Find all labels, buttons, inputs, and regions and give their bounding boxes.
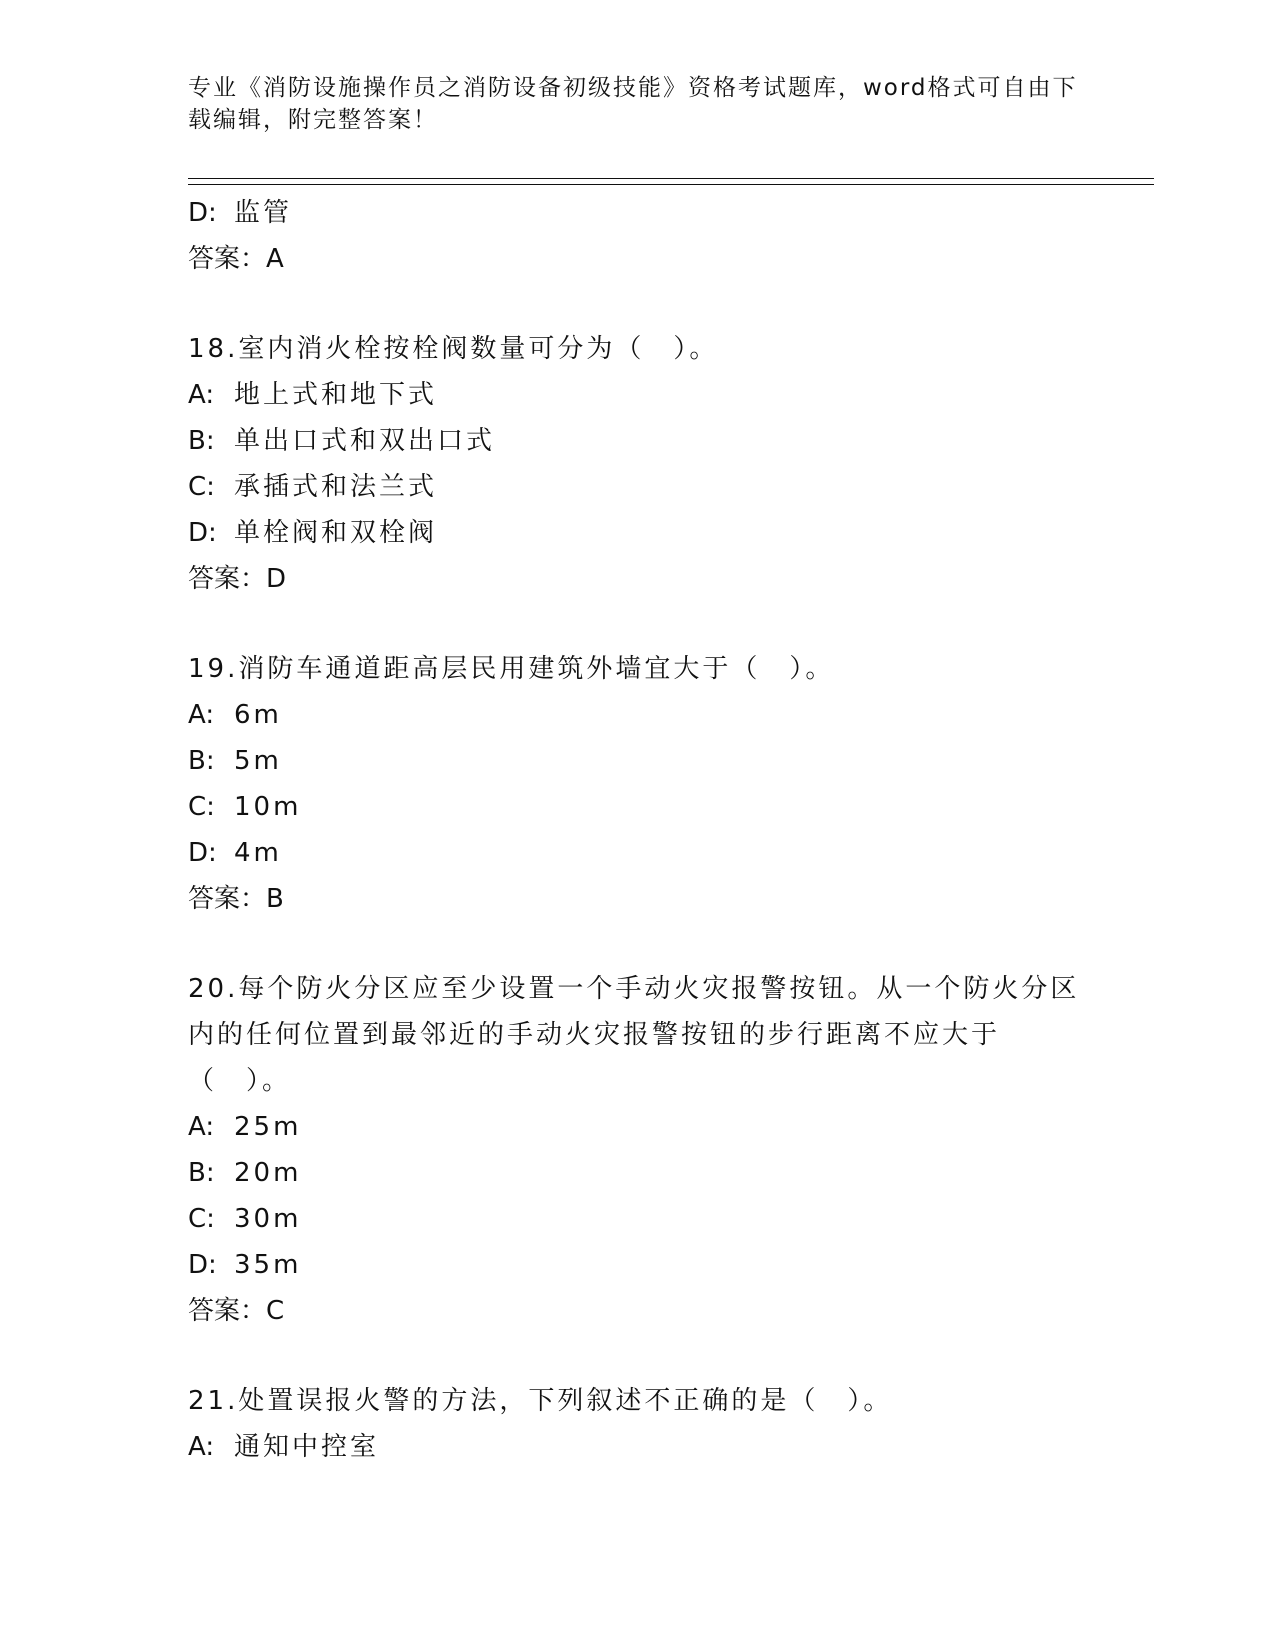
option-text: 5m [234, 746, 282, 776]
option-label: C: [188, 472, 215, 502]
option-c [188, 464, 1088, 510]
option-d [188, 190, 1088, 236]
option-label: D: [188, 1250, 217, 1280]
option-text: 单出口式和双出口式 [234, 426, 496, 456]
option-d [188, 510, 1088, 556]
answer-line: 答案：C [188, 1296, 285, 1326]
option-label: A: [188, 1432, 215, 1462]
header-divider-bottom [188, 184, 1154, 185]
option-c [188, 784, 1088, 830]
option-label: A: [188, 700, 215, 730]
answer-line: 答案：B [188, 884, 284, 914]
header-divider-top [188, 178, 1154, 179]
option-label: B: [188, 746, 215, 776]
question-stem: 19.消防车通道距高层民用建筑外墙宜大于（ ）。 [188, 654, 835, 684]
option-text: 承插式和法兰式 [234, 472, 438, 502]
option-text: 单栓阀和双栓阀 [234, 518, 438, 548]
option-b [188, 1150, 1088, 1196]
answer-line: 答案：D [188, 564, 287, 594]
option-label: B: [188, 1158, 215, 1188]
option-c [188, 1196, 1088, 1242]
option-a [188, 692, 1088, 738]
option-a [188, 1104, 1088, 1150]
option-text: 地上式和地下式 [234, 380, 438, 410]
answer-line: 答案：A [188, 244, 284, 274]
option-label: A: [188, 1112, 215, 1142]
option-label: D: [188, 198, 217, 228]
option-a [188, 372, 1088, 418]
option-label: D: [188, 838, 217, 868]
option-a [188, 1424, 1088, 1470]
question-list [188, 190, 1088, 1470]
option-d [188, 830, 1088, 876]
option-text: 35m [234, 1250, 302, 1280]
option-b [188, 418, 1088, 464]
option-label: C: [188, 792, 215, 822]
option-label: B: [188, 426, 215, 456]
option-text: 10m [234, 792, 302, 822]
question-stem: 21.处置误报火警的方法，下列叙述不正确的是（ ）。 [188, 1386, 893, 1416]
option-label: D: [188, 518, 217, 548]
option-text: 20m [234, 1158, 302, 1188]
option-text: 30m [234, 1204, 302, 1234]
option-text: 通知中控室 [234, 1432, 380, 1462]
option-text: 6m [234, 700, 282, 730]
option-d [188, 1242, 1088, 1288]
option-b [188, 738, 1088, 784]
document-header: 专业《消防设施操作员之消防设备初级技能》资格考试题库，word格式可自由下载编辑，附完整答案！ [188, 75, 1078, 133]
question-stem: 20.每个防火分区应至少设置一个手动火灾报警按钮。从一个防火分区内的任何位置到最邻近的手动火灾报警按钮的步行距离不应大于（ ）。 [188, 974, 1080, 1096]
option-text: 25m [234, 1112, 302, 1142]
option-label: C: [188, 1204, 215, 1234]
option-text: 4m [234, 838, 282, 868]
option-text: 监管 [234, 198, 293, 228]
question-stem: 18.室内消火栓按栓阀数量可分为（ ）。 [188, 334, 719, 364]
option-label: A: [188, 380, 215, 410]
